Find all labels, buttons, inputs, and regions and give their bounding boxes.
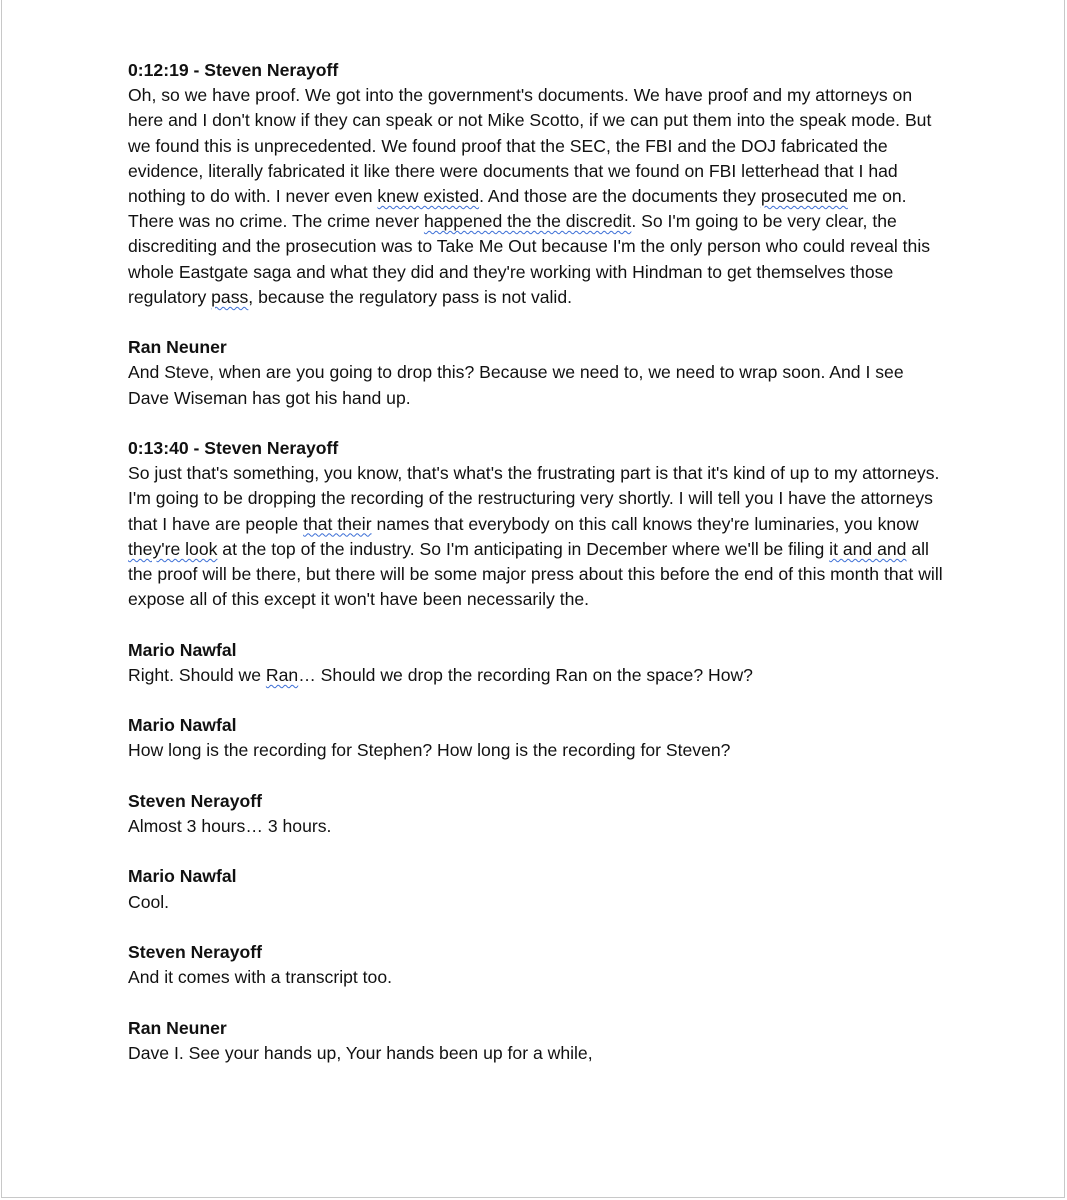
speech-segment: Cool. — [128, 891, 170, 912]
speech-segment: , because the regulatory pass is not valid. — [248, 286, 573, 307]
transcript-entry — [128, 864, 948, 914]
spellcheck-flagged-text: pass — [211, 286, 249, 307]
spellcheck-flagged-text: knew existed — [377, 186, 480, 207]
speech-segment: Dave I. See your hands up, Your hands been up for a while, — [128, 1042, 593, 1063]
transcript-entry — [128, 58, 948, 310]
speaker-name: Mario Nawfal — [128, 639, 237, 660]
speech-text — [128, 1041, 948, 1066]
speaker-name: Ran Neuner — [128, 337, 227, 358]
spellcheck-flagged-text: they're look — [128, 538, 218, 559]
speech-segment: So just that's something, you know, that's what's the frustrating part is that it's kind of up to my attorneys. I'm going to be dropping the recording of the restructuring very shortly. I will tell you I have the attorneys that I have are people — [128, 463, 940, 534]
speech-segment: How long is the recording for Stephen? How long is the recording for Steven? — [128, 740, 731, 761]
speech-segment: Oh, so we have proof. We got into the government's documents. We have proof and my attorneys on here and I don't know if they can speak or not Mike Scotto, if we can put them into the speak mode. But we found this is unprecedented. We found proof that the SEC, the FBI and the DOJ fabricated the evidence, literally fabricated it like there were documents that we found on FBI letterhead that I had nothing to do with. I never even — [128, 85, 932, 207]
speech-segment: … Should we drop the recording Ran on the space? How? — [298, 664, 753, 685]
transcript-entry — [128, 940, 948, 990]
speech-segment: And Steve, when are you going to drop this? Because we need to, we need to wrap soon. And I see Dave Wiseman has got his hand up. — [128, 362, 904, 408]
speech-segment: names that everybody on this call knows they're luminaries, you know — [371, 513, 919, 534]
transcript-entry — [128, 789, 948, 839]
transcript-entry — [128, 638, 948, 688]
transcript-entry — [128, 1016, 948, 1066]
speech-text — [128, 360, 948, 410]
speech-segment: And it comes with a transcript too. — [128, 967, 393, 988]
speech-text — [128, 814, 948, 839]
spellcheck-flagged-text: Ran — [265, 664, 299, 685]
speaker-name: Steven Nerayoff — [128, 790, 262, 811]
transcript-body — [128, 58, 948, 1091]
speech-segment: . So I'm going to be very clear, the discrediting and the prosecution was to Take Me Out because I'm the only person who could reveal this whole Eastgate saga and what they did and they're working with Hindman to get themselves those regulatory — [128, 211, 931, 307]
spellcheck-flagged-text: happened the the discredit — [423, 211, 632, 232]
spellcheck-flagged-text: it and and — [829, 538, 907, 559]
spellcheck-flagged-text: prosecuted — [760, 186, 848, 207]
speech-text — [128, 663, 948, 688]
transcript-entry — [128, 713, 948, 763]
speaker-name: 0:12:19 - Steven Nerayoff — [128, 60, 339, 80]
speech-segment: all the proof will be there, but there will be some major press about this before the end of this month that will expose all of this except it won't have been necessarily the. — [128, 538, 943, 610]
speech-segment: at the top of the industry. So I'm anticipating in December where we'll be filing — [217, 538, 830, 559]
speech-text — [128, 83, 948, 310]
speaker-name: Mario Nawfal — [128, 715, 237, 736]
speech-segment: Right. Should we — [128, 664, 266, 685]
speaker-name: Mario Nawfal — [128, 866, 237, 887]
spellcheck-flagged-text: that their — [303, 513, 372, 534]
transcript-entry — [128, 335, 948, 411]
speech-text — [128, 461, 948, 612]
speech-segment: me on. There was no crime. The crime never — [128, 186, 907, 232]
speech-text — [128, 890, 948, 915]
transcript-entry — [128, 436, 948, 612]
speaker-name: Steven Nerayoff — [128, 942, 262, 962]
speaker-name: Ran Neuner — [128, 1017, 227, 1038]
document-page — [1, 0, 1065, 1198]
speech-segment: Almost 3 hours… 3 hours. — [128, 816, 332, 837]
speech-text — [128, 965, 948, 990]
speech-text — [128, 738, 948, 763]
speaker-name: 0:13:40 - Steven Nerayoff — [128, 438, 339, 459]
speech-segment: . And those are the documents they — [479, 186, 761, 207]
